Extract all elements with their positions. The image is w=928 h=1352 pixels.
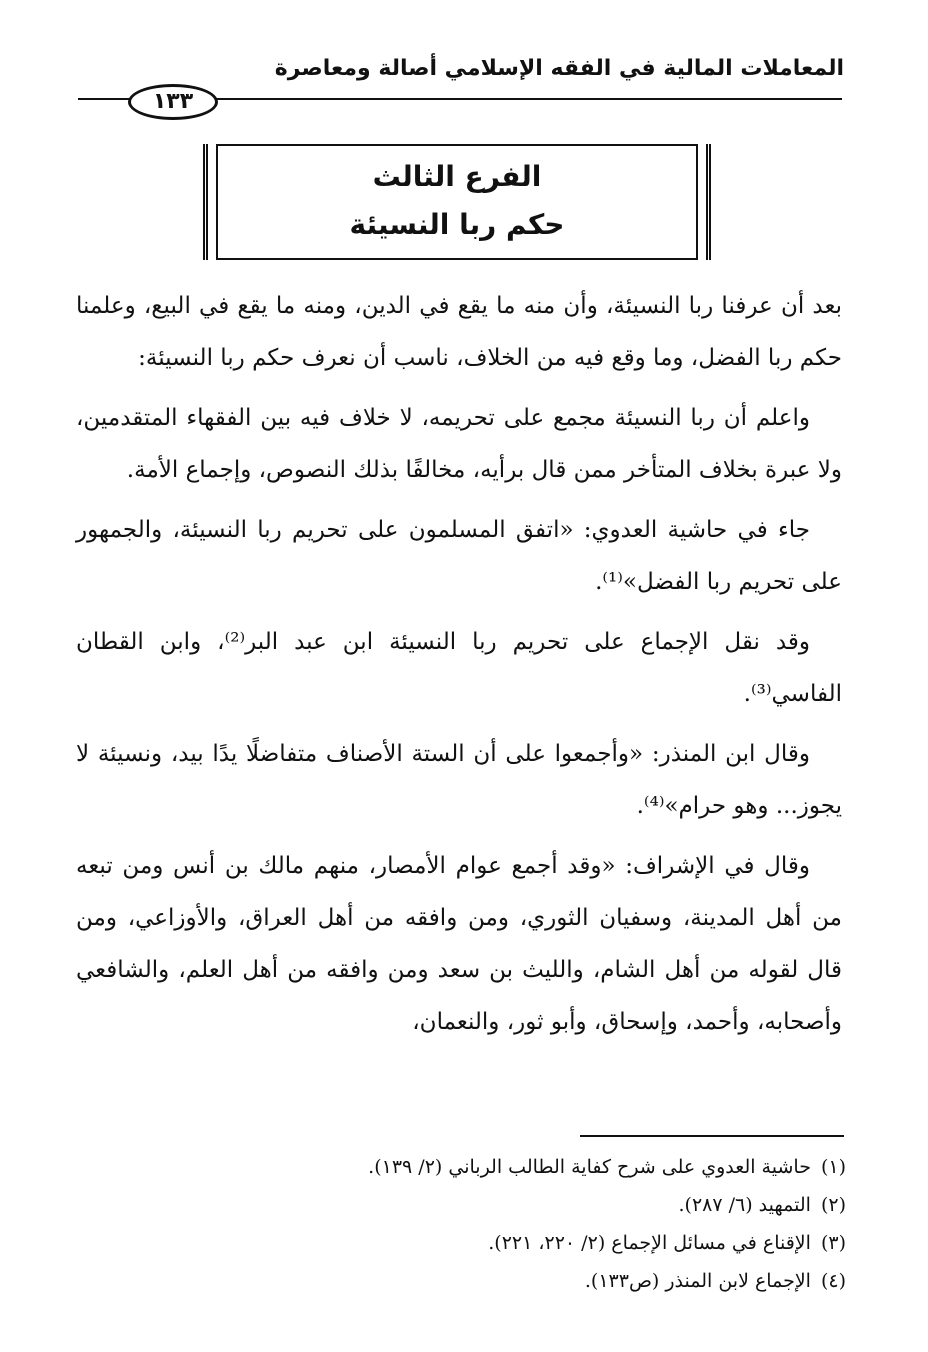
footnote	[76, 1186, 846, 1224]
paragraph: بعد أن عرفنا ربا النسيئة، وأن منه ما يقع في الدين، ومنه ما يقع في البيع، وعلمنا حكم ربا الفضل، وما وقع فيه من الخلاف، ناسب أن نعرف حكم ربا النسيئة:	[76, 293, 842, 371]
footnote-text: الإقناع في مسائل الإجماع (٢/ ٢٢٠، ٢٢١).	[488, 1232, 811, 1254]
section-title-box	[203, 144, 711, 260]
page-number: ١٣٣	[128, 84, 218, 120]
footnote-number: (١)	[820, 1156, 846, 1178]
paragraph: وقال في الإشراف: «وقد أجمع عوام الأمصار، منهم مالك بن أنس ومن تبعه من أهل المدينة، وسفيان الثوري، ومن وافقه من أهل العراق، والأوزاعي، ومن قال لقوله من أهل الشام، والليث بن سعد ومن وافقه من أهل العلم، والشافعي وأصحابه، وأحمد، وإسحاق، وأبو ثور، والنعمان،	[76, 853, 842, 1035]
paragraph: واعلم أن ربا النسيئة مجمع على تحريمه، لا خلاف فيه بين الفقهاء المتقدمين، ولا عبرة بخلاف المتأخر ممن قال برأيه، مخالفًا بذلك النصوص، وإجماع الأمة.	[76, 405, 842, 483]
footnote-text: حاشية العدوي على شرح كفاية الطالب الرباني (٢/ ١٣٩).	[368, 1156, 811, 1178]
paragraph: جاء في حاشية العدوي: «اتفق المسلمون على تحريم ربا النسيئة، والجمهور على تحريم ربا الفضل»⁽¹⁾.	[76, 517, 842, 595]
section-title-frame	[216, 144, 698, 260]
section-heading: الفرع الثالث	[372, 160, 542, 193]
section-subheading: حكم ربا النسيئة	[349, 208, 565, 241]
footnote	[76, 1148, 846, 1186]
footnote-text: التمهيد (٦/ ٢٨٧).	[678, 1194, 811, 1216]
footnote-text: الإجماع لابن المنذر (ص١٣٣).	[584, 1270, 811, 1292]
footnote	[76, 1262, 846, 1300]
footnote-number: (٢)	[820, 1194, 846, 1216]
footnote-separator	[580, 1135, 844, 1137]
body-text	[76, 280, 842, 1056]
footnote-number: (٣)	[820, 1232, 846, 1254]
paragraph: وقال ابن المنذر: «وأجمعوا على أن الستة الأصناف متفاضلًا يدًا بيد، ونسيئة لا يجوز... وهو حرام»⁽⁴⁾.	[76, 741, 842, 819]
footnote-number: (٤)	[820, 1270, 846, 1292]
running-header-title: المعاملات المالية في الفقه الإسلامي أصالة ومعاصرة	[274, 56, 844, 81]
paragraph: وقد نقل الإجماع على تحريم ربا النسيئة ابن عبد البر⁽²⁾، وابن القطان الفاسي⁽³⁾.	[76, 629, 842, 707]
footnotes	[76, 1148, 846, 1300]
footnote	[76, 1224, 846, 1262]
